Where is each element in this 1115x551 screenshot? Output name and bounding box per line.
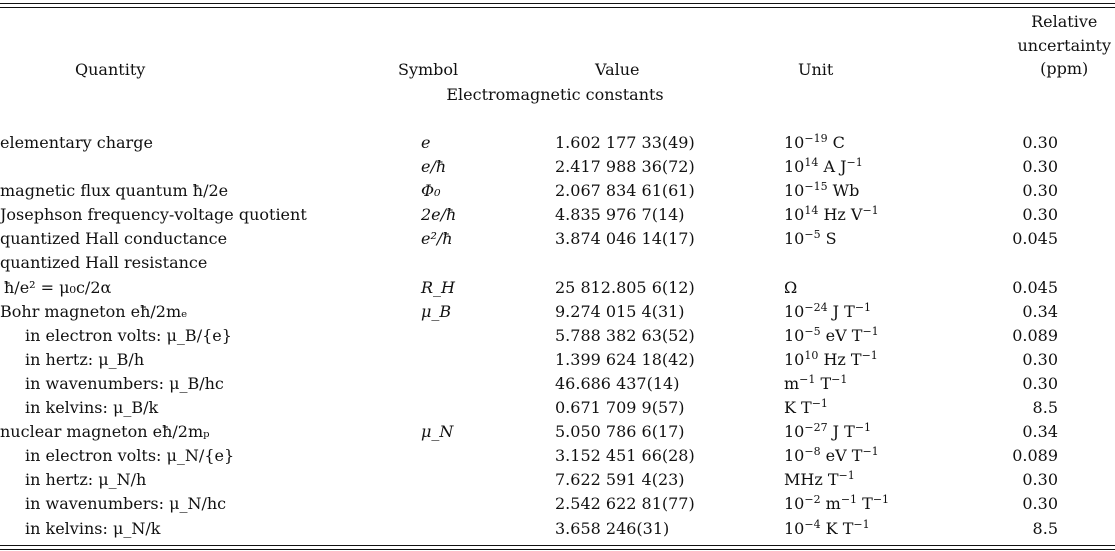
symbol-cell: R_H — [421, 277, 455, 297]
uncertainty-cell: 0.30 — [1022, 157, 1058, 177]
unit-cell — [784, 420, 871, 444]
unit-text: 10 — [784, 229, 805, 249]
unit-cell — [784, 131, 845, 155]
uncertainty-cell: 0.34 — [1022, 301, 1058, 321]
uncertainty-cell: 0.34 — [1022, 422, 1058, 442]
table-row — [0, 517, 1115, 541]
unit-cell — [784, 155, 863, 179]
symbol-cell: e/ħ — [421, 157, 447, 177]
unit-text: Ω — [784, 277, 798, 297]
unit-exponent: −1 — [853, 517, 870, 531]
unit-exponent: −8 — [804, 445, 821, 459]
value-cell: 46.686 437(14) — [555, 373, 680, 393]
quantity-cell: nuclear magneton eħ/2mₚ — [0, 422, 210, 442]
header-quantity: Quantity — [75, 60, 146, 79]
uncertainty-cell: 0.30 — [1022, 349, 1058, 369]
unit-cell — [784, 300, 871, 324]
symbol-cell: e²/ħ — [421, 229, 453, 249]
table-row — [0, 131, 1115, 155]
unit-text: 10 — [784, 494, 805, 514]
section-title: Electromagnetic constants — [446, 85, 664, 104]
constants-table-body — [0, 131, 1115, 541]
uncertainty-cell: 0.045 — [1012, 229, 1058, 249]
value-cell: 5.050 786 6(17) — [555, 422, 685, 442]
top-rule-outer — [0, 3, 1115, 4]
unit-text: m — [820, 494, 841, 514]
quantity-cell: in wavenumbers: μ_N/hc — [25, 494, 227, 514]
quantity-cell: quantized Hall conductance — [0, 229, 228, 249]
uncertainty-cell: 0.30 — [1022, 470, 1058, 490]
unit-text: 10 — [784, 157, 805, 177]
quantity-cell: quantized Hall resistance — [0, 253, 208, 273]
unit-cell — [784, 227, 837, 251]
unit-exponent: −1 — [854, 300, 872, 314]
unit-cell — [784, 348, 878, 372]
header-uncertainty-line3: (ppm) — [1040, 59, 1089, 78]
quantity-cell: elementary charge — [0, 133, 153, 152]
unit-cell — [784, 324, 879, 348]
value-cell: 3.874 046 14(17) — [555, 229, 695, 249]
table-row — [0, 420, 1115, 444]
unit-text: T — [857, 494, 873, 514]
symbol-cell: e — [421, 133, 431, 152]
bottom-rule-outer — [0, 549, 1115, 550]
unit-text: 10 — [784, 349, 805, 369]
header-uncertainty-line2: uncertainty — [1017, 35, 1111, 55]
table-row — [0, 324, 1115, 348]
unit-exponent: −1 — [838, 469, 855, 483]
unit-text: Wb — [827, 181, 860, 201]
uncertainty-cell: 0.30 — [1022, 181, 1058, 201]
header-symbol: Symbol — [398, 60, 459, 79]
unit-text: T — [815, 373, 832, 393]
table-row — [0, 468, 1115, 492]
value-cell: 1.399 624 18(42) — [555, 349, 695, 369]
unit-exponent: −4 — [804, 517, 821, 531]
unit-exponent: −1 — [811, 397, 828, 411]
unit-cell — [784, 468, 855, 492]
quantity-cell: in kelvins: μ_B/k — [25, 398, 159, 418]
quantity-cell: in wavenumbers: μ_B/hc — [25, 373, 224, 393]
uncertainty-cell: 0.30 — [1022, 205, 1058, 225]
value-cell: 3.152 451 66(28) — [555, 446, 695, 466]
table-row — [0, 276, 1115, 300]
unit-exponent: −1 — [840, 493, 858, 507]
unit-exponent: 14 — [804, 156, 819, 170]
unit-cell — [784, 276, 797, 300]
unit-exponent: −24 — [804, 300, 828, 314]
unit-exponent: −1 — [872, 493, 890, 507]
uncertainty-cell: 0.30 — [1022, 133, 1058, 152]
unit-exponent: −1 — [862, 445, 879, 459]
unit-text: eV T — [820, 325, 863, 345]
unit-cell — [784, 396, 828, 420]
top-rule-inner — [0, 7, 1115, 8]
unit-text: C — [827, 133, 845, 152]
unit-text: J T — [827, 301, 855, 321]
unit-cell — [784, 517, 870, 541]
unit-exponent: −19 — [804, 132, 828, 145]
unit-text: A J — [818, 157, 847, 177]
unit-exponent: −1 — [854, 421, 872, 435]
quantity-cell: magnetic flux quantum ħ/2e — [0, 181, 229, 201]
unit-cell — [784, 203, 879, 227]
unit-text: S — [820, 229, 837, 249]
value-cell: 1.602 177 33(49) — [555, 133, 695, 152]
unit-text: 10 — [784, 301, 805, 321]
uncertainty-cell: 0.30 — [1022, 494, 1058, 514]
table-row — [0, 300, 1115, 324]
unit-cell — [784, 372, 847, 396]
value-cell: 3.658 246(31) — [555, 518, 670, 538]
value-cell: 9.274 015 4(31) — [555, 301, 685, 321]
uncertainty-cell: 8.5 — [1032, 518, 1058, 538]
value-cell: 5.788 382 63(52) — [555, 325, 695, 345]
header-unit: Unit — [798, 60, 834, 79]
uncertainty-cell: 8.5 — [1032, 398, 1058, 418]
unit-text: 10 — [784, 205, 805, 225]
unit-exponent: −27 — [804, 421, 828, 435]
uncertainty-cell: 0.089 — [1012, 446, 1058, 466]
table-row — [0, 348, 1115, 372]
unit-cell — [784, 492, 889, 516]
table-row — [0, 227, 1115, 251]
value-cell: 7.622 591 4(23) — [555, 470, 685, 490]
unit-exponent: −1 — [862, 324, 879, 338]
table-row — [0, 251, 1115, 275]
unit-text: 10 — [784, 133, 805, 152]
uncertainty-cell: 0.30 — [1022, 373, 1058, 393]
value-cell: 2.417 988 36(72) — [555, 157, 695, 177]
symbol-cell: 2e/ħ — [421, 205, 457, 225]
uncertainty-cell: 0.089 — [1012, 325, 1058, 345]
table-row — [0, 444, 1115, 468]
uncertainty-cell: 0.045 — [1012, 277, 1058, 297]
value-cell: 2.067 834 61(61) — [555, 181, 695, 201]
table-row — [0, 203, 1115, 227]
quantity-cell: Bohr magneton eħ/2mₑ — [0, 301, 188, 321]
table-row — [0, 396, 1115, 420]
unit-exponent: −1 — [831, 372, 848, 386]
unit-exponent: −15 — [804, 180, 828, 194]
symbol-cell: μ_B — [421, 301, 452, 321]
bottom-rule-inner — [0, 545, 1115, 546]
unit-text: m — [784, 373, 800, 393]
quantity-cell: Josephson frequency-voltage quotient — [0, 205, 307, 225]
unit-cell — [784, 179, 859, 203]
table-row — [0, 372, 1115, 396]
unit-text: 10 — [784, 325, 805, 345]
table-row — [0, 492, 1115, 516]
symbol-cell: Φ₀ — [421, 181, 441, 201]
value-cell: 0.671 709 9(57) — [555, 398, 685, 418]
quantity-cell: in hertz: μ_B/h — [25, 349, 145, 369]
unit-exponent: −5 — [804, 228, 821, 242]
unit-text: MHz T — [784, 470, 839, 490]
quantity-cell: in hertz: μ_N/h — [25, 470, 147, 490]
value-cell: 25 812.805 6(12) — [555, 277, 695, 297]
unit-text: 10 — [784, 422, 805, 442]
unit-text: K T — [820, 518, 854, 538]
unit-exponent: −5 — [804, 324, 821, 338]
table-row — [0, 179, 1115, 203]
unit-exponent: 10 — [804, 348, 819, 362]
unit-text: Hz V — [818, 205, 863, 225]
quantity-cell: in electron volts: μ_B/{e} — [25, 325, 232, 345]
unit-text: K T — [784, 398, 812, 418]
quantity-cell: ħ/e² = μ₀c/2α — [4, 277, 112, 297]
unit-text: 10 — [784, 518, 805, 538]
header-uncertainty-line1: Relative — [1031, 12, 1098, 31]
unit-exponent: −1 — [862, 204, 879, 218]
unit-text: Hz T — [818, 349, 862, 369]
quantity-cell: in electron volts: μ_N/{e} — [25, 446, 235, 466]
unit-exponent: −1 — [846, 156, 863, 170]
unit-cell — [784, 444, 879, 468]
unit-text: 10 — [784, 181, 805, 201]
header-uncertainty — [1017, 10, 1111, 81]
unit-text: 10 — [784, 446, 805, 466]
value-cell: 4.835 976 7(14) — [555, 205, 685, 225]
header-value: Value — [595, 60, 640, 79]
unit-exponent: −2 — [804, 493, 821, 507]
table-row — [0, 155, 1115, 179]
unit-exponent: −1 — [861, 348, 878, 362]
unit-exponent: −1 — [799, 372, 816, 386]
unit-text: J T — [827, 422, 855, 442]
value-cell: 2.542 622 81(77) — [555, 494, 695, 514]
unit-exponent: 14 — [804, 204, 819, 218]
quantity-cell: in kelvins: μ_N/k — [25, 518, 161, 538]
unit-text: eV T — [820, 446, 863, 466]
symbol-cell: μ_N — [421, 422, 454, 442]
